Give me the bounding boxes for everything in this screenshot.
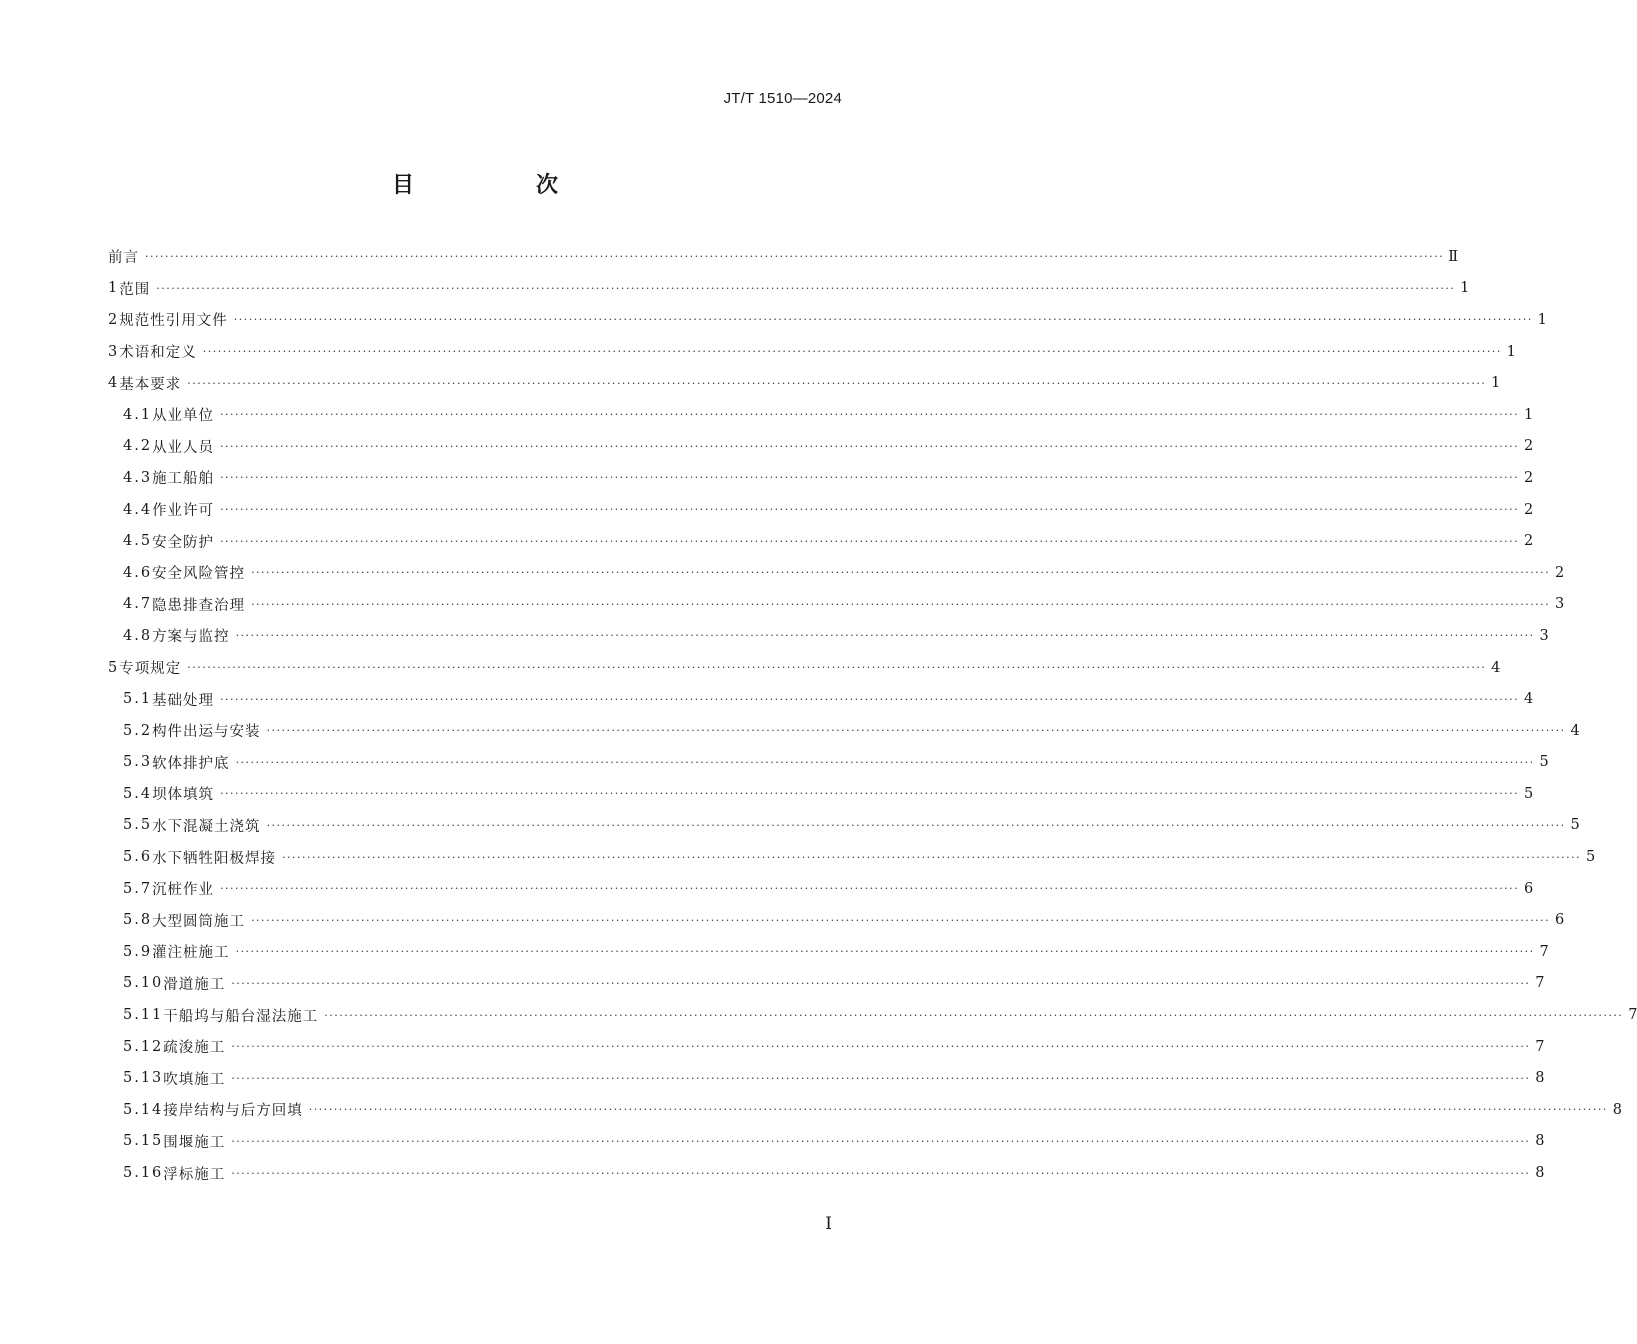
toc-leader-dots: ···································································································································································································································································· xyxy=(266,724,1566,738)
toc-leader-dots: ···································································································································································································································································· xyxy=(266,818,1566,832)
toc-entry-label: 施工船舶 xyxy=(152,471,215,488)
toc-entry-page: 8 xyxy=(1535,1165,1545,1182)
toc-entry[interactable] xyxy=(108,557,1565,589)
toc-leader-dots: ···································································································································································································································································· xyxy=(187,376,1487,390)
toc-entry-number: 5.11 xyxy=(123,1007,164,1024)
toc-entry-label: 范围 xyxy=(119,281,151,298)
toc-leader-dots: ···································································································································································································································································· xyxy=(156,281,1456,295)
toc-entry-label: 隐患排查治理 xyxy=(152,597,246,614)
toc-leader-dots: ···································································································································································································································································· xyxy=(231,1071,1531,1085)
toc-entry-number: 4.7 xyxy=(123,596,153,613)
toc-entry-label: 从业人员 xyxy=(152,439,215,456)
toc-entry-page: 3 xyxy=(1539,627,1549,644)
toc-entry[interactable] xyxy=(108,431,1534,463)
toc-entry[interactable] xyxy=(108,778,1534,810)
toc-entry-page: 2 xyxy=(1554,564,1565,581)
toc-entry-label: 作业许可 xyxy=(152,503,215,520)
toc-leader-dots: ···································································································································································································································································· xyxy=(251,566,1551,580)
toc-entry-number: 4.3 xyxy=(123,469,153,486)
toc-entry-page: 5 xyxy=(1523,785,1534,802)
toc-entry-number: 4 xyxy=(108,375,120,392)
toc-entry-label: 水下混凝土浇筑 xyxy=(152,818,261,835)
toc-entry-label: 术语和定义 xyxy=(119,345,197,362)
toc-entry[interactable] xyxy=(108,683,1534,715)
toc-entry-label: 灌注桩施工 xyxy=(152,945,230,962)
toc-entry-number: 1 xyxy=(108,280,120,297)
toc-leader-dots: ···································································································································································································································································· xyxy=(235,629,1535,643)
toc-entry-label: 浮标施工 xyxy=(163,1166,226,1183)
toc-entry-label: 从业单位 xyxy=(152,408,215,425)
toc-entry[interactable] xyxy=(108,399,1534,431)
toc-entry-label: 吹填施工 xyxy=(163,1071,226,1088)
toc-entry-label: 坝体填筑 xyxy=(152,787,215,804)
toc-entry-number: 5.5 xyxy=(123,817,153,834)
toc-entry-page: 2 xyxy=(1523,438,1534,455)
toc-entry-page: 5 xyxy=(1570,817,1580,834)
toc-entry[interactable] xyxy=(108,494,1534,526)
toc-entry-number: 5.6 xyxy=(123,849,153,866)
toc-leader-dots: ···································································································································································································································································· xyxy=(308,1103,1608,1117)
toc-entry-page: 2 xyxy=(1523,501,1534,518)
toc-leader-dots: ···································································································································································································································································· xyxy=(251,913,1551,927)
toc-entry-label: 前言 xyxy=(108,250,139,267)
toc-title: 目 次 xyxy=(391,173,608,198)
toc-entry-label: 沉桩作业 xyxy=(152,882,215,899)
toc-entry-label: 基础处理 xyxy=(152,692,215,709)
toc-entry-page: 5 xyxy=(1585,849,1596,866)
toc-entry-page: 6 xyxy=(1554,912,1565,929)
toc-leader-dots: ···································································································································································································································································· xyxy=(220,408,1520,422)
toc-leader-dots: ···································································································································································································································································· xyxy=(220,503,1520,517)
toc-leader-dots: ···································································································································································································································································· xyxy=(231,1040,1531,1054)
toc-entry-label: 大型圆筒施工 xyxy=(152,913,246,930)
toc-entry[interactable] xyxy=(108,1094,1622,1126)
toc-entry-label: 疏浚施工 xyxy=(163,1040,226,1057)
toc-entry-label: 软体排护底 xyxy=(152,755,230,772)
toc-entry[interactable] xyxy=(108,652,1501,684)
toc-leader-dots: ···································································································································································································································································· xyxy=(145,250,1445,264)
toc-leader-dots: ···································································································································································································································································· xyxy=(202,345,1502,359)
toc-entry-number: 5.10 xyxy=(123,975,164,992)
toc-leader-dots: ···································································································································································································································································· xyxy=(231,1166,1531,1180)
toc-entry[interactable] xyxy=(108,999,1637,1031)
toc-entry-page: 1 xyxy=(1506,343,1516,360)
toc-entry-number: 5.3 xyxy=(123,754,153,771)
toc-entry-number: 5.4 xyxy=(123,785,153,802)
toc-entry-number: 4.1 xyxy=(123,406,153,423)
toc-leader-dots: ···································································································································································································································································· xyxy=(220,787,1520,801)
toc-entry-label: 水下牺牲阳极焊接 xyxy=(152,850,277,867)
toc-entry-label: 围堰施工 xyxy=(163,1134,226,1151)
toc-entry[interactable] xyxy=(108,1157,1545,1189)
toc-entry-number: 4.4 xyxy=(123,501,153,518)
toc-entry-page: 1 xyxy=(1460,280,1470,297)
toc-entry[interactable] xyxy=(108,241,1459,273)
toc-leader-dots: ···································································································································································································································································· xyxy=(187,661,1487,675)
toc-entry-page: 1 xyxy=(1523,406,1534,423)
toc-entry-page: 4 xyxy=(1570,722,1580,739)
toc-entry-page: 4 xyxy=(1523,691,1534,708)
toc-entry[interactable] xyxy=(108,1062,1545,1094)
toc-entry-number: 4.6 xyxy=(123,564,153,581)
toc-leader-dots: ···································································································································································································································································· xyxy=(220,471,1520,485)
toc-entry-number: 5.13 xyxy=(123,1070,164,1087)
toc-entry-page: 8 xyxy=(1535,1070,1545,1087)
standard-code: JT/T 1510—2024 xyxy=(723,90,842,107)
toc-entry[interactable] xyxy=(108,968,1545,1000)
toc-entry[interactable] xyxy=(108,336,1516,368)
toc-leader-dots: ···································································································································································································································································· xyxy=(220,439,1520,453)
toc-entry[interactable] xyxy=(108,873,1534,905)
toc-entry-label: 安全防护 xyxy=(152,534,215,551)
toc-entry-page: 8 xyxy=(1535,1133,1545,1150)
toc-entry[interactable] xyxy=(108,715,1580,747)
toc-entry-label: 接岸结构与后方回填 xyxy=(163,1103,303,1120)
toc-entry-page: 2 xyxy=(1523,533,1534,550)
toc-entry-number: 5.8 xyxy=(123,912,153,929)
toc-leader-dots: ···································································································································································································································································· xyxy=(231,976,1531,990)
toc-entry-page: 6 xyxy=(1523,880,1534,897)
toc-entry-number: 5.1 xyxy=(123,691,153,708)
toc-entry-number: 5.2 xyxy=(123,722,153,739)
toc-entry-page: 7 xyxy=(1539,943,1549,960)
toc-entry-number: 5.16 xyxy=(123,1165,164,1182)
toc-entry-number: 5.12 xyxy=(123,1038,164,1055)
toc-entry-number: 3 xyxy=(108,343,120,360)
toc-leader-dots: ···································································································································································································································································· xyxy=(220,692,1520,706)
toc-entry-label: 方案与监控 xyxy=(152,629,230,646)
toc-entry-page: 7 xyxy=(1628,1007,1637,1024)
toc-entry-page: 8 xyxy=(1612,1101,1622,1118)
toc-entry[interactable] xyxy=(108,1031,1545,1063)
toc-leader-dots: ···································································································································································································································································· xyxy=(233,313,1533,327)
toc-entry[interactable] xyxy=(108,936,1549,968)
toc-entry[interactable] xyxy=(108,304,1547,336)
toc-entry-label: 安全风险管控 xyxy=(152,566,246,583)
toc-entry-label: 干船坞与船台湿法施工 xyxy=(163,1008,319,1025)
toc-entry-page: Ⅱ xyxy=(1448,248,1459,265)
toc-entry-page: 4 xyxy=(1491,659,1501,676)
toc-entry-number: 5.15 xyxy=(123,1133,164,1150)
toc-entry[interactable] xyxy=(108,747,1549,779)
toc-entry-number: 5.9 xyxy=(123,943,153,960)
table-of-contents xyxy=(108,241,1637,1189)
toc-leader-dots: ···································································································································································································································································· xyxy=(235,945,1535,959)
toc-entry[interactable] xyxy=(108,1126,1545,1158)
toc-leader-dots: ···································································································································································································································································· xyxy=(231,1134,1531,1148)
page-folio: Ⅰ xyxy=(825,1214,832,1234)
toc-entry-label: 构件出运与安装 xyxy=(152,724,261,741)
toc-entry[interactable] xyxy=(108,462,1534,494)
toc-entry-label: 专项规定 xyxy=(119,661,182,678)
toc-entry-number: 4.5 xyxy=(123,533,153,550)
toc-leader-dots: ···································································································································································································································································· xyxy=(324,1008,1624,1022)
toc-entry-number: 5 xyxy=(108,659,120,676)
toc-entry-label: 规范性引用文件 xyxy=(119,313,228,330)
toc-leader-dots: ···································································································································································································································································· xyxy=(282,850,1582,864)
toc-entry[interactable] xyxy=(108,525,1534,557)
toc-leader-dots: ···································································································································································································································································· xyxy=(251,597,1551,611)
toc-entry-page: 2 xyxy=(1523,469,1534,486)
toc-entry[interactable] xyxy=(108,589,1565,621)
toc-entry-page: 7 xyxy=(1535,1038,1545,1055)
toc-entry[interactable] xyxy=(108,841,1596,873)
toc-entry-number: 2 xyxy=(108,311,120,328)
toc-entry-page: 1 xyxy=(1491,375,1501,392)
toc-entry-number: 4.2 xyxy=(123,438,153,455)
toc-entry[interactable] xyxy=(108,904,1565,936)
toc-entry-page: 5 xyxy=(1539,754,1549,771)
toc-entry-page: 3 xyxy=(1554,596,1565,613)
toc-entry-page: 1 xyxy=(1537,311,1547,328)
toc-entry-label: 基本要求 xyxy=(119,376,182,393)
toc-leader-dots: ···································································································································································································································································· xyxy=(220,882,1520,896)
toc-entry[interactable] xyxy=(108,273,1470,305)
toc-entry-number: 5.14 xyxy=(123,1101,164,1118)
toc-entry[interactable] xyxy=(108,367,1501,399)
toc-entry-number: 4.8 xyxy=(123,627,153,644)
toc-entry-label: 滑道施工 xyxy=(163,976,226,993)
toc-entry-number: 5.7 xyxy=(123,880,153,897)
toc-entry-page: 7 xyxy=(1535,975,1545,992)
toc-leader-dots: ···································································································································································································································································· xyxy=(235,755,1535,769)
toc-leader-dots: ···································································································································································································································································· xyxy=(220,534,1520,548)
toc-entry[interactable] xyxy=(108,620,1549,652)
toc-entry[interactable] xyxy=(108,810,1580,842)
